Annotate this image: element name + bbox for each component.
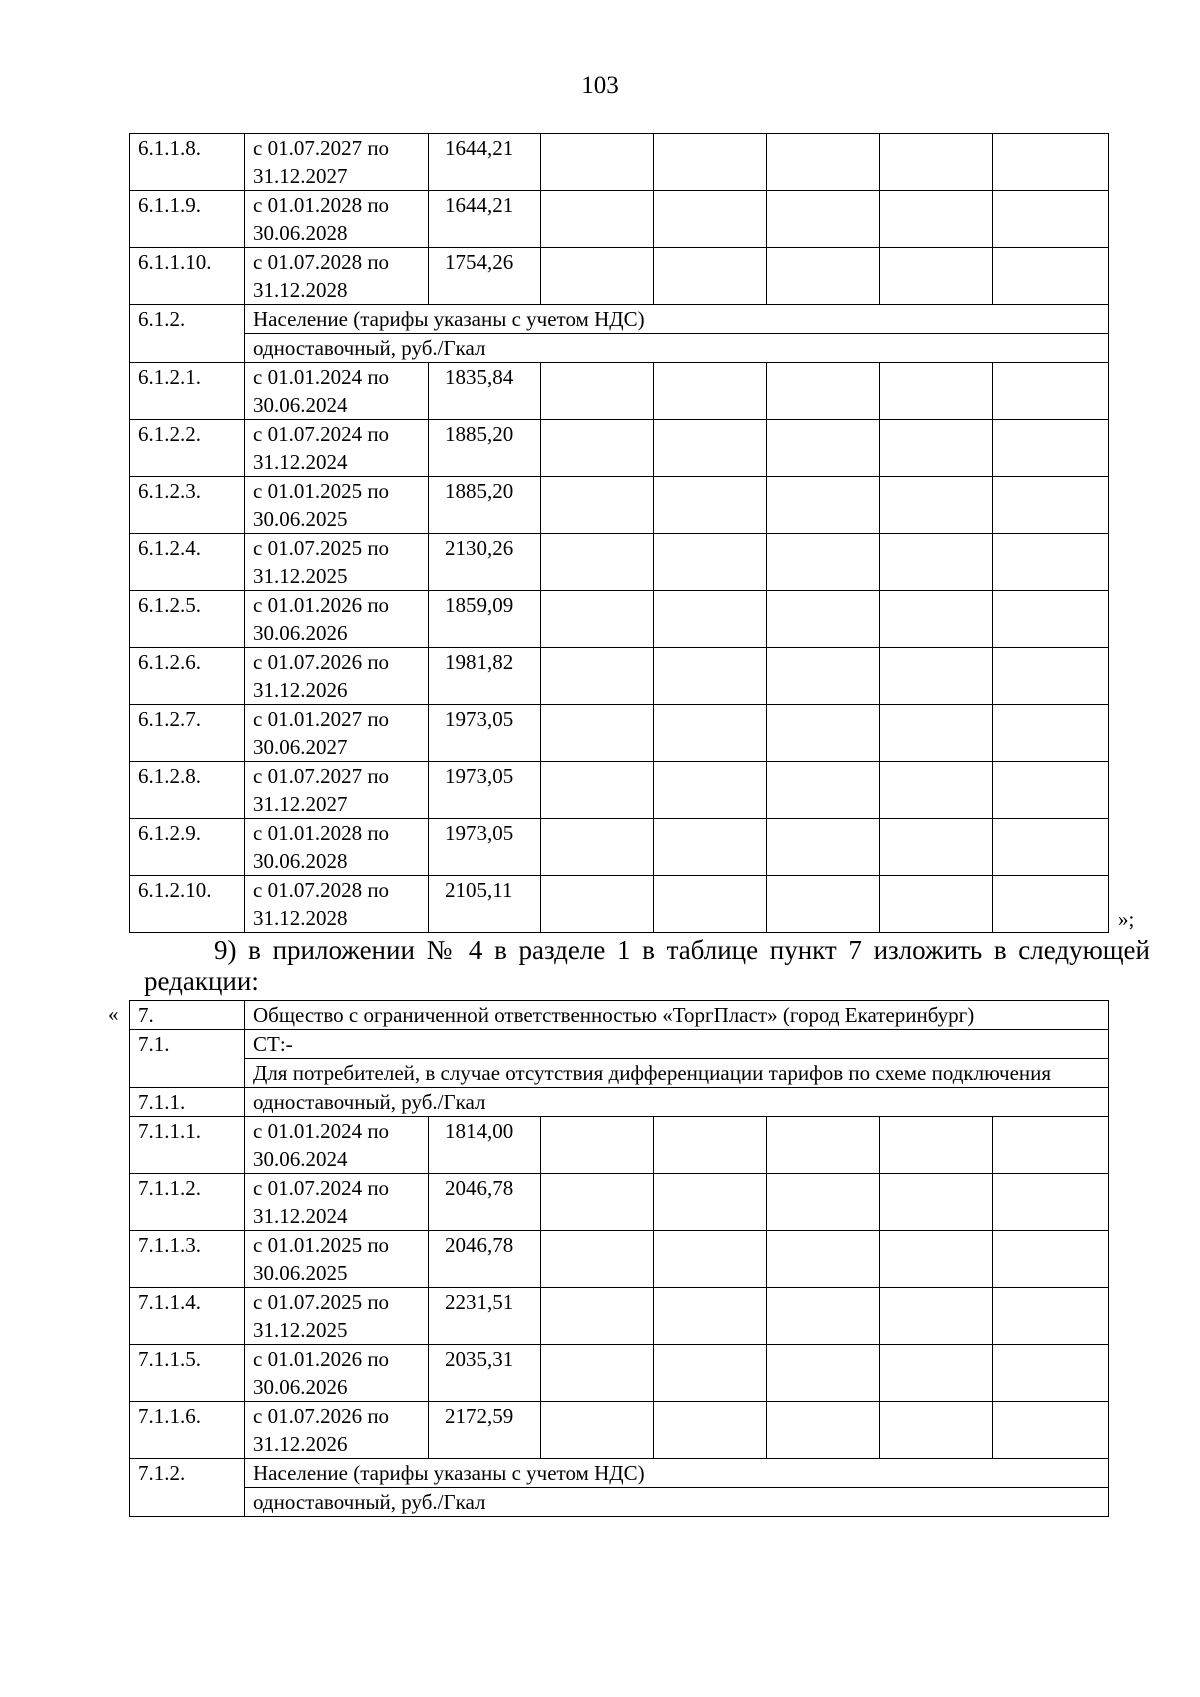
empty-cell [654, 534, 767, 591]
tariff-row [130, 1174, 1109, 1231]
value-cell: 2035,31 [429, 1345, 541, 1402]
empty-cell [880, 420, 993, 477]
tariff-row [130, 363, 1109, 420]
empty-cell [993, 477, 1109, 534]
value-cell: 1981,82 [429, 648, 541, 705]
empty-cell [993, 1345, 1109, 1402]
empty-cell [541, 363, 654, 420]
empty-cell [541, 1345, 654, 1402]
empty-cell [654, 762, 767, 819]
empty-cell [993, 248, 1109, 305]
period-cell: с 01.07.2026 по 31.12.2026 [245, 1402, 429, 1459]
period-cell: с 01.01.2028 по 30.06.2028 [245, 819, 429, 876]
empty-cell [654, 648, 767, 705]
period-cell: с 01.01.2024 по 30.06.2024 [245, 363, 429, 420]
section-subtitle-row [130, 334, 1109, 363]
row-number: 6.1.2.3. [130, 477, 245, 534]
page-number: 103 [581, 72, 619, 99]
empty-cell [993, 762, 1109, 819]
empty-cell [654, 591, 767, 648]
empty-cell [767, 248, 880, 305]
section-subtitle: одноставочный, руб./Гкал [245, 1488, 1109, 1517]
empty-cell [993, 876, 1109, 933]
empty-cell [880, 534, 993, 591]
row-number: 7.1.1. [130, 1088, 245, 1117]
empty-cell [541, 134, 654, 191]
row-number: 6.1.2.7. [130, 705, 245, 762]
value-cell: 1973,05 [429, 819, 541, 876]
empty-cell [654, 705, 767, 762]
empty-cell [654, 1402, 767, 1459]
empty-cell [654, 876, 767, 933]
tariff-row [130, 1117, 1109, 1174]
empty-cell [767, 363, 880, 420]
period-cell: с 01.07.2026 по 31.12.2026 [245, 648, 429, 705]
section-title: Население (тарифы указаны с учетом НДС) [245, 305, 1109, 334]
tariff-row [130, 191, 1109, 248]
row-number: 7.1.1.6. [130, 1402, 245, 1459]
row-number: 6.1.2.1. [130, 363, 245, 420]
empty-cell [541, 1288, 654, 1345]
section-row [130, 1459, 1109, 1488]
period-cell: с 01.07.2028 по 31.12.2028 [245, 876, 429, 933]
tariff-row [130, 591, 1109, 648]
empty-cell [993, 1117, 1109, 1174]
row-number: 6.1.2.2. [130, 420, 245, 477]
empty-cell [767, 762, 880, 819]
empty-cell [993, 1402, 1109, 1459]
st-description: Для потребителей, в случае отсутствия дифференциации тарифов по схеме подключения [245, 1059, 1109, 1088]
empty-cell [880, 876, 993, 933]
row-number: 6.1.2.9. [130, 819, 245, 876]
tariff-table-2 [129, 1000, 1109, 1517]
empty-cell [880, 248, 993, 305]
empty-cell [993, 1231, 1109, 1288]
empty-cell [541, 876, 654, 933]
empty-cell [880, 477, 993, 534]
value-cell: 1973,05 [429, 762, 541, 819]
st-label: СТ:- [245, 1030, 1109, 1059]
value-cell: 2105,11 [429, 876, 541, 933]
tariff-row [130, 1288, 1109, 1345]
empty-cell [654, 363, 767, 420]
empty-cell [654, 1117, 767, 1174]
rate-row [130, 1088, 1109, 1117]
empty-cell [880, 1345, 993, 1402]
empty-cell [767, 534, 880, 591]
empty-cell [541, 591, 654, 648]
org-row [130, 1001, 1109, 1030]
opening-quote: « [108, 1002, 119, 1026]
empty-cell [767, 1288, 880, 1345]
empty-cell [654, 1345, 767, 1402]
tariff-row [130, 134, 1109, 191]
section-title: Население (тарифы указаны с учетом НДС) [245, 1459, 1109, 1488]
empty-cell [880, 1174, 993, 1231]
empty-cell [654, 420, 767, 477]
value-cell: 1835,84 [429, 363, 541, 420]
row-number: 7.1. [130, 1030, 245, 1088]
tariff-row [130, 248, 1109, 305]
empty-cell [767, 648, 880, 705]
empty-cell [654, 1231, 767, 1288]
row-number: 7. [130, 1001, 245, 1030]
st-desc-row [130, 1059, 1109, 1088]
tariff-row [130, 705, 1109, 762]
section-subtitle-row [130, 1488, 1109, 1517]
empty-cell [993, 420, 1109, 477]
period-cell: с 01.01.2028 по 30.06.2028 [245, 191, 429, 248]
value-cell: 1973,05 [429, 705, 541, 762]
row-number: 6.1.1.10. [130, 248, 245, 305]
empty-cell [993, 191, 1109, 248]
empty-cell [767, 1402, 880, 1459]
empty-cell [541, 420, 654, 477]
instruction-paragraph: 9) в приложении № 4 в разделе 1 в таблице пункт 7 изложить в следующей редакции: [144, 935, 1150, 996]
empty-cell [767, 591, 880, 648]
row-number: 6.1.2.10. [130, 876, 245, 933]
empty-cell [541, 534, 654, 591]
empty-cell [654, 1288, 767, 1345]
row-number: 6.1.2.6. [130, 648, 245, 705]
row-number: 6.1.2.5. [130, 591, 245, 648]
tariff-row [130, 534, 1109, 591]
empty-cell [767, 1174, 880, 1231]
value-cell: 2231,51 [429, 1288, 541, 1345]
empty-cell [767, 876, 880, 933]
empty-cell [767, 477, 880, 534]
row-number: 7.1.1.3. [130, 1231, 245, 1288]
period-cell: с 01.01.2025 по 30.06.2025 [245, 477, 429, 534]
empty-cell [880, 191, 993, 248]
empty-cell [767, 1231, 880, 1288]
st-row [130, 1030, 1109, 1059]
empty-cell [993, 819, 1109, 876]
value-cell: 1885,20 [429, 420, 541, 477]
empty-cell [993, 591, 1109, 648]
tariff-row [130, 1345, 1109, 1402]
period-cell: с 01.07.2027 по 31.12.2027 [245, 134, 429, 191]
empty-cell [767, 420, 880, 477]
empty-cell [880, 363, 993, 420]
tariff-row [130, 1231, 1109, 1288]
empty-cell [654, 134, 767, 191]
period-cell: с 01.01.2026 по 30.06.2026 [245, 1345, 429, 1402]
section-row [130, 305, 1109, 334]
period-cell: с 01.07.2024 по 31.12.2024 [245, 1174, 429, 1231]
row-number: 6.1.1.9. [130, 191, 245, 248]
empty-cell [541, 648, 654, 705]
empty-cell [880, 591, 993, 648]
period-cell: с 01.07.2025 по 31.12.2025 [245, 534, 429, 591]
period-cell: с 01.01.2025 по 30.06.2025 [245, 1231, 429, 1288]
empty-cell [993, 1288, 1109, 1345]
value-cell: 2046,78 [429, 1231, 541, 1288]
empty-cell [541, 1402, 654, 1459]
row-number: 6.1.2.4. [130, 534, 245, 591]
tariff-row [130, 762, 1109, 819]
empty-cell [767, 191, 880, 248]
empty-cell [541, 191, 654, 248]
period-cell: с 01.01.2027 по 30.06.2027 [245, 705, 429, 762]
section-subtitle: одноставочный, руб./Гкал [245, 334, 1109, 363]
row-number: 6.1.1.8. [130, 134, 245, 191]
value-cell: 1859,09 [429, 591, 541, 648]
empty-cell [767, 1117, 880, 1174]
row-number: 6.1.2. [130, 305, 245, 363]
row-number: 7.1.2. [130, 1459, 245, 1517]
empty-cell [993, 705, 1109, 762]
value-cell: 1644,21 [429, 191, 541, 248]
empty-cell [541, 762, 654, 819]
empty-cell [654, 477, 767, 534]
value-cell: 2046,78 [429, 1174, 541, 1231]
row-number: 7.1.1.5. [130, 1345, 245, 1402]
closing-quote: »; [1118, 907, 1135, 931]
empty-cell [993, 363, 1109, 420]
period-cell: с 01.07.2028 по 31.12.2028 [245, 248, 429, 305]
empty-cell [541, 819, 654, 876]
row-number: 7.1.1.1. [130, 1117, 245, 1174]
tariff-table-1 [129, 133, 1109, 933]
empty-cell [541, 477, 654, 534]
empty-cell [993, 1174, 1109, 1231]
row-number: 7.1.1.2. [130, 1174, 245, 1231]
value-cell: 2130,26 [429, 534, 541, 591]
empty-cell [880, 1402, 993, 1459]
empty-cell [880, 648, 993, 705]
tariff-row [130, 420, 1109, 477]
empty-cell [767, 134, 880, 191]
empty-cell [993, 134, 1109, 191]
empty-cell [880, 819, 993, 876]
empty-cell [654, 191, 767, 248]
value-cell: 2172,59 [429, 1402, 541, 1459]
period-cell: с 01.07.2027 по 31.12.2027 [245, 762, 429, 819]
empty-cell [993, 534, 1109, 591]
empty-cell [767, 1345, 880, 1402]
tariff-row [130, 819, 1109, 876]
period-cell: с 01.01.2026 по 30.06.2026 [245, 591, 429, 648]
tariff-row [130, 477, 1109, 534]
empty-cell [880, 134, 993, 191]
empty-cell [541, 248, 654, 305]
period-cell: с 01.07.2024 по 31.12.2024 [245, 420, 429, 477]
empty-cell [654, 819, 767, 876]
empty-cell [993, 648, 1109, 705]
empty-cell [541, 1231, 654, 1288]
empty-cell [880, 1288, 993, 1345]
value-cell: 1644,21 [429, 134, 541, 191]
value-cell: 1885,20 [429, 477, 541, 534]
empty-cell [654, 1174, 767, 1231]
period-cell: с 01.01.2024 по 30.06.2024 [245, 1117, 429, 1174]
org-name: Общество с ограниченной ответственностью «ТоргПласт» (город Екатеринбург) [245, 1001, 1109, 1030]
empty-cell [880, 705, 993, 762]
empty-cell [541, 1117, 654, 1174]
empty-cell [767, 705, 880, 762]
row-number: 7.1.1.4. [130, 1288, 245, 1345]
empty-cell [880, 1231, 993, 1288]
empty-cell [654, 248, 767, 305]
tariff-row [130, 648, 1109, 705]
empty-cell [541, 705, 654, 762]
period-cell: с 01.07.2025 по 31.12.2025 [245, 1288, 429, 1345]
empty-cell [880, 1117, 993, 1174]
value-cell: 1814,00 [429, 1117, 541, 1174]
empty-cell [541, 1174, 654, 1231]
empty-cell [880, 762, 993, 819]
empty-cell [767, 819, 880, 876]
tariff-row [130, 876, 1109, 933]
rate-label: одноставочный, руб./Гкал [245, 1088, 1109, 1117]
row-number: 6.1.2.8. [130, 762, 245, 819]
tariff-row [130, 1402, 1109, 1459]
value-cell: 1754,26 [429, 248, 541, 305]
